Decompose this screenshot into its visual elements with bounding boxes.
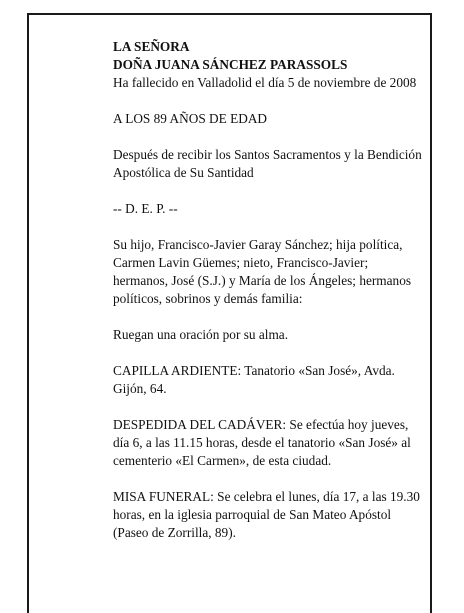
rip-line: -- D. E. P. --	[113, 201, 178, 216]
age-line: A LOS 89 AÑOS DE EDAD	[113, 111, 268, 126]
death-date-line: Ha fallecido en Valladolid el día 5 de noviembre de 2008	[113, 75, 417, 90]
prayer-request: Ruegan una oración por su alma.	[113, 327, 289, 342]
deceased-name: DOÑA JUANA SÁNCHEZ PARASSOLS	[113, 57, 348, 72]
family-list: Su hijo, Francisco-Javier Garay Sánchez; hija política, Carmen Lavin Güemes; nieto, Francisco-Javier; hermanos, José (S.J.) y María de los Ángeles; hermanos políticos, sobrinos y demás familia:	[113, 237, 412, 306]
chapel-info: CAPILLA ARDIENTE: Tanatorio «San José», Avda. Gijón, 64.	[113, 363, 395, 396]
notice-header	[113, 38, 425, 92]
obituary-notice	[113, 38, 425, 560]
funeral-mass-info: MISA FUNERAL: Se celebra el lunes, día 17, a las 19.30 horas, en la iglesia parroquial de San Mateo Apóstol (Paseo de Zorrilla, 89).	[113, 489, 420, 540]
sacraments-line: Después de recibir los Santos Sacramentos y la Bendición Apostólica de Su Santidad	[113, 147, 422, 180]
farewell-info: DESPEDIDA DEL CADÁVER: Se efectúa hoy jueves, día 6, a las 11.15 horas, desde el tanatorio «San José» al cementerio «El Carmen», de esta ciudad.	[113, 417, 411, 468]
title-line-1: LA SEÑORA	[113, 39, 190, 54]
